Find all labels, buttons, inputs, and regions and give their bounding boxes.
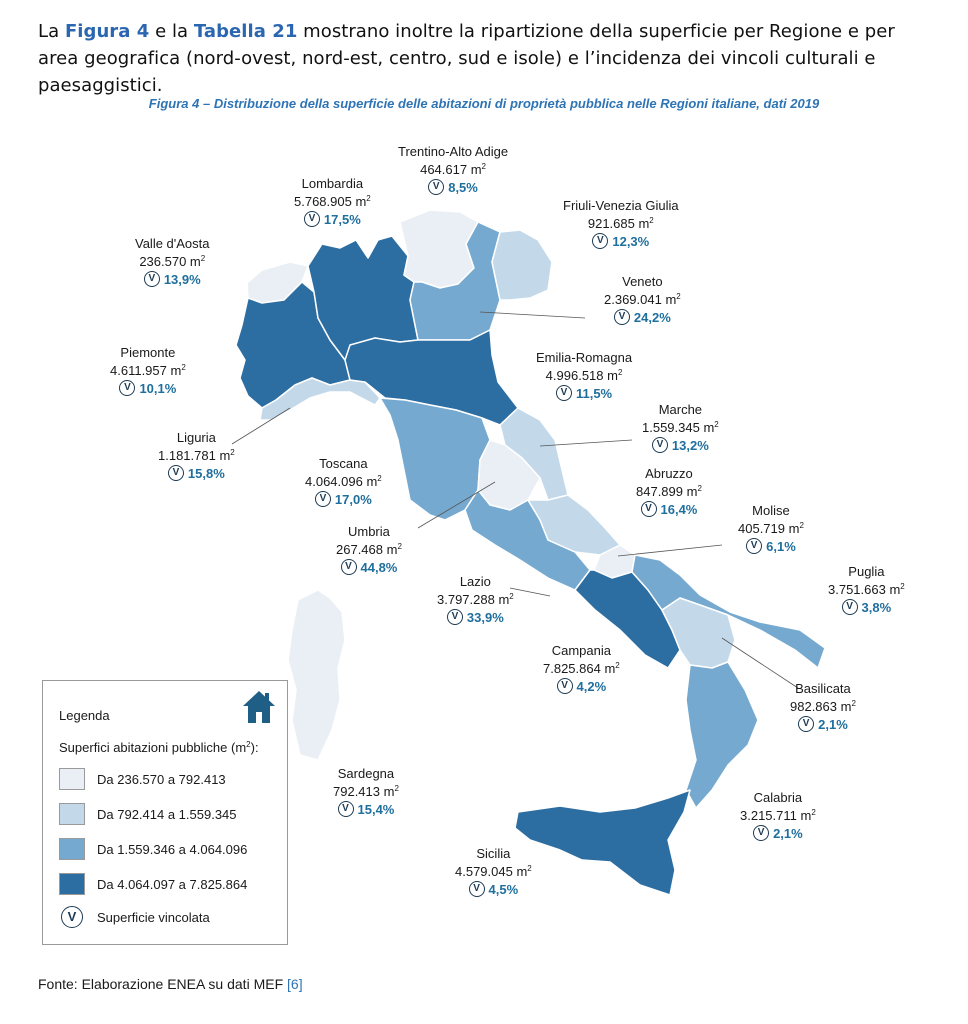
area-superscript: 2 bbox=[811, 808, 816, 817]
vincolo-row bbox=[304, 211, 361, 227]
region-name: Abruzzo bbox=[645, 466, 693, 481]
vincolo-percent: 12,3% bbox=[612, 233, 650, 249]
v-badge-icon: V bbox=[144, 271, 160, 287]
region-name: Friuli-Venezia Giulia bbox=[563, 198, 679, 213]
area-superscript: 2 bbox=[366, 194, 371, 203]
v-badge-icon: V bbox=[304, 211, 320, 227]
vincolo-row bbox=[592, 233, 649, 249]
v-badge-icon: V bbox=[428, 179, 444, 195]
area-value: 4.996.518 m bbox=[545, 368, 618, 383]
region-name: Puglia bbox=[848, 564, 885, 579]
v-badge-icon: V bbox=[338, 801, 354, 817]
region-area bbox=[790, 696, 856, 714]
vincolo-row bbox=[798, 716, 848, 732]
vincolo-row bbox=[557, 678, 607, 694]
legend-item-label: Da 4.064.097 a 7.825.864 bbox=[97, 876, 248, 892]
region-area bbox=[305, 471, 382, 489]
legend-item-class-3 bbox=[59, 837, 247, 861]
v-badge-icon: V bbox=[469, 881, 485, 897]
region-name: Valle d'Aosta bbox=[135, 236, 210, 251]
vincolo-percent: 33,9% bbox=[466, 609, 504, 625]
region-calabria[interactable] bbox=[686, 662, 758, 808]
label-lombardia bbox=[294, 176, 371, 227]
area-superscript: 2 bbox=[697, 484, 702, 493]
area-value: 3.751.663 m bbox=[828, 582, 901, 597]
vincolo-row bbox=[338, 801, 395, 817]
vincolo-percent: 3,8% bbox=[861, 599, 892, 615]
label-liguria bbox=[158, 430, 235, 481]
vincolo-percent: 17,5% bbox=[323, 211, 361, 227]
region-name: Umbria bbox=[347, 524, 390, 539]
legend-swatch bbox=[59, 873, 85, 895]
region-area bbox=[740, 805, 816, 823]
table-21-link[interactable]: Tabella 21 bbox=[193, 21, 298, 42]
label-emilia-romagna bbox=[536, 350, 632, 401]
vincolo-percent: 8,5% bbox=[448, 179, 478, 195]
region-area bbox=[398, 159, 508, 177]
area-superscript: 2 bbox=[900, 582, 905, 591]
vincolo-percent: 44,8% bbox=[360, 559, 398, 575]
region-area bbox=[828, 579, 905, 597]
leader-line-molise bbox=[618, 545, 722, 556]
region-area bbox=[437, 589, 514, 607]
region-area bbox=[642, 417, 719, 435]
v-badge-icon: V bbox=[842, 599, 858, 615]
area-value: 405.719 m bbox=[738, 521, 800, 536]
area-value: 267.468 m bbox=[336, 542, 398, 557]
label-trentino-alto-adige bbox=[398, 144, 508, 195]
legend-item-class-4 bbox=[59, 872, 247, 896]
vincolo-percent: 15,8% bbox=[187, 465, 225, 481]
vincolo-percent: 13,9% bbox=[163, 271, 201, 287]
vincolo-row bbox=[469, 881, 519, 897]
region-name: Trentino-Alto Adige bbox=[398, 144, 509, 159]
area-superscript: 2 bbox=[799, 521, 804, 530]
area-superscript: 2 bbox=[527, 864, 532, 873]
region-name: Lombardia bbox=[301, 176, 364, 191]
vincolo-row bbox=[168, 465, 225, 481]
vincolo-percent: 24,2% bbox=[633, 309, 671, 325]
region-name: Marche bbox=[658, 402, 703, 417]
vincolo-row bbox=[614, 309, 671, 325]
intro-text-3: mostrano inoltre la ripartizione della superficie per Regione e per area geografica (nord-ovest, nord-est, centro, sud e isole) e l’incidenza dei vincoli culturali e paesaggistici. bbox=[38, 21, 895, 96]
area-value: 921.685 m bbox=[587, 216, 650, 231]
v-badge-icon: V bbox=[652, 437, 668, 453]
area-superscript: 2 bbox=[714, 420, 719, 429]
label-puglia bbox=[828, 564, 905, 615]
label-umbria bbox=[336, 524, 402, 575]
region-area bbox=[563, 213, 679, 231]
intro-text-2: e la bbox=[149, 21, 194, 42]
region-area bbox=[294, 191, 371, 209]
region-name: Piemonte bbox=[120, 345, 176, 360]
area-value: 4.064.096 m bbox=[305, 474, 378, 489]
area-superscript: 2 bbox=[181, 363, 186, 372]
area-value: 4.579.045 m bbox=[455, 864, 528, 879]
vincolo-row bbox=[641, 501, 698, 517]
region-name: Molise bbox=[752, 503, 790, 518]
v-badge-icon: V bbox=[557, 678, 573, 694]
area-superscript: 2 bbox=[676, 292, 681, 301]
vincolo-percent: 17,0% bbox=[334, 491, 372, 507]
map-legend bbox=[42, 680, 288, 945]
area-value: 464.617 m bbox=[420, 162, 482, 177]
source-reference-link[interactable]: [6] bbox=[287, 976, 303, 992]
area-value: 236.570 m bbox=[139, 254, 201, 269]
intro-text-1: La bbox=[38, 21, 65, 42]
region-sardegna[interactable] bbox=[288, 590, 345, 760]
legend-title: Legenda bbox=[59, 708, 110, 723]
figure-4-link[interactable]: Figura 4 bbox=[64, 21, 150, 42]
area-value: 3.797.288 m bbox=[437, 592, 510, 607]
leader-line-lazio bbox=[510, 588, 550, 596]
area-value: 3.215.711 m bbox=[740, 808, 812, 823]
area-superscript: 2 bbox=[509, 592, 514, 601]
vincolo-row bbox=[119, 380, 176, 396]
vincolo-row bbox=[556, 385, 612, 401]
label-campania bbox=[543, 643, 620, 694]
legend-item-label: Da 792.414 a 1.559.345 bbox=[97, 806, 237, 822]
label-toscana bbox=[305, 456, 382, 507]
house-icon bbox=[241, 689, 277, 725]
legend-swatch bbox=[59, 768, 85, 790]
region-name: Liguria bbox=[176, 430, 216, 445]
vincolo-row bbox=[842, 599, 892, 615]
vincolo-percent: 4,2% bbox=[576, 678, 607, 694]
region-area bbox=[738, 518, 804, 536]
label-sicilia bbox=[455, 846, 532, 897]
figure-title: Figura 4 – Distribuzione della superficie delle abitazioni di proprietà pubblica nelle Regioni italiane, dati 2019 bbox=[148, 96, 820, 111]
region-name: Basilicata bbox=[795, 681, 851, 696]
legend-item-label: Superficie vincolata bbox=[97, 909, 210, 925]
area-value: 4.611.957 m bbox=[110, 363, 182, 378]
region-area bbox=[110, 360, 186, 378]
label-marche bbox=[642, 402, 719, 453]
v-badge-icon: V bbox=[168, 465, 184, 481]
vincolo-percent: 15,4% bbox=[357, 801, 395, 817]
area-value: 1.559.345 m bbox=[642, 420, 715, 435]
vincolo-row bbox=[746, 538, 796, 554]
region-area bbox=[455, 861, 532, 879]
legend-subtitle-superscript: 2 bbox=[246, 740, 251, 749]
legend-swatch bbox=[59, 838, 85, 860]
area-value: 792.413 m bbox=[333, 784, 395, 799]
area-superscript: 2 bbox=[649, 216, 654, 225]
vincolo-percent: 13,2% bbox=[671, 437, 709, 453]
region-name: Campania bbox=[551, 643, 611, 658]
label-veneto bbox=[604, 274, 681, 325]
area-value: 982.863 m bbox=[790, 699, 852, 714]
region-name: Veneto bbox=[622, 274, 663, 289]
region-area bbox=[636, 481, 702, 499]
area-value: 847.899 m bbox=[636, 484, 698, 499]
vincolo-row bbox=[341, 559, 398, 575]
vincolo-percent: 2,1% bbox=[818, 716, 848, 732]
area-superscript: 2 bbox=[617, 368, 623, 377]
v-badge-icon: V bbox=[641, 501, 657, 517]
vincolo-percent: 16,4% bbox=[660, 501, 698, 517]
v-badge-icon: V bbox=[753, 825, 769, 841]
label-piemonte bbox=[110, 345, 186, 396]
source-note bbox=[38, 976, 303, 992]
region-name: Lazio bbox=[459, 574, 491, 589]
area-value: 2.369.041 m bbox=[604, 292, 677, 307]
vincolo-percent: 4,5% bbox=[488, 881, 519, 897]
vincolo-row bbox=[652, 437, 709, 453]
area-value: 7.825.864 m bbox=[543, 661, 616, 676]
label-molise bbox=[738, 503, 804, 554]
v-badge-icon: V bbox=[341, 559, 357, 575]
label-sardegna bbox=[333, 766, 399, 817]
legend-item-class-1 bbox=[59, 767, 226, 791]
v-badge-icon: V bbox=[746, 538, 762, 554]
label-lazio bbox=[437, 574, 514, 625]
region-name: Sardegna bbox=[337, 766, 395, 781]
region-name: Calabria bbox=[753, 790, 803, 805]
vincolo-row bbox=[144, 271, 201, 287]
area-superscript: 2 bbox=[394, 784, 399, 793]
vincolo-percent: 11,5% bbox=[575, 385, 613, 401]
source-text: Fonte: Elaborazione ENEA su dati MEF bbox=[38, 976, 288, 992]
region-name: Sicilia bbox=[476, 846, 511, 861]
region-area bbox=[604, 289, 681, 307]
legend-item-vincolata bbox=[59, 905, 210, 929]
legend-item-label: Da 1.559.346 a 4.064.096 bbox=[97, 841, 248, 857]
v-badge-icon: V bbox=[556, 385, 572, 401]
area-superscript: 2 bbox=[615, 661, 620, 670]
region-friuli-venezia-giulia[interactable] bbox=[492, 230, 552, 300]
legend-item-class-2 bbox=[59, 802, 237, 826]
legend-subtitle bbox=[59, 740, 259, 755]
vincolo-row bbox=[428, 179, 478, 195]
region-area bbox=[336, 539, 402, 557]
area-value: 5.768.905 m bbox=[294, 194, 367, 209]
area-superscript: 2 bbox=[377, 474, 382, 483]
label-basilicata bbox=[790, 681, 856, 732]
region-area bbox=[135, 251, 210, 269]
area-superscript: 2 bbox=[200, 254, 206, 263]
v-badge-icon: V bbox=[315, 491, 331, 507]
region-area bbox=[543, 658, 620, 676]
v-badge-icon: V bbox=[61, 906, 83, 928]
legend-subtitle-text: Superfici abitazioni pubbliche (m bbox=[59, 740, 247, 755]
vincolo-row bbox=[447, 609, 504, 625]
region-sicilia[interactable] bbox=[515, 790, 690, 895]
vincolo-percent: 10,1% bbox=[139, 380, 177, 396]
region-name: Toscana bbox=[319, 456, 368, 471]
v-badge-icon: V bbox=[798, 716, 814, 732]
v-badge-icon: V bbox=[592, 233, 608, 249]
legend-subtitle-end: ): bbox=[250, 740, 259, 755]
region-area bbox=[536, 365, 632, 383]
label-abruzzo bbox=[636, 466, 702, 517]
region-area bbox=[158, 445, 235, 463]
area-superscript: 2 bbox=[230, 448, 235, 457]
region-name: Emilia-Romagna bbox=[536, 350, 633, 365]
area-superscript: 2 bbox=[481, 162, 486, 171]
vincolo-percent: 2,1% bbox=[773, 825, 803, 841]
v-badge-icon: V bbox=[447, 609, 463, 625]
legend-swatch bbox=[59, 803, 85, 825]
region-shapes bbox=[236, 210, 825, 895]
vincolo-row bbox=[753, 825, 803, 841]
vincolo-row bbox=[315, 491, 372, 507]
area-value: 1.181.781 m bbox=[158, 448, 231, 463]
v-badge-icon: V bbox=[119, 380, 135, 396]
label-friuli-venezia-giulia bbox=[563, 198, 679, 249]
v-badge-icon: V bbox=[614, 309, 630, 325]
area-superscript: 2 bbox=[851, 699, 856, 708]
region-area bbox=[333, 781, 399, 799]
area-superscript: 2 bbox=[397, 542, 402, 551]
vincolo-percent: 6,1% bbox=[766, 538, 796, 554]
legend-item-label: Da 236.570 a 792.413 bbox=[97, 771, 226, 787]
label-calabria bbox=[740, 790, 816, 841]
label-valle-d-aosta bbox=[135, 236, 210, 287]
